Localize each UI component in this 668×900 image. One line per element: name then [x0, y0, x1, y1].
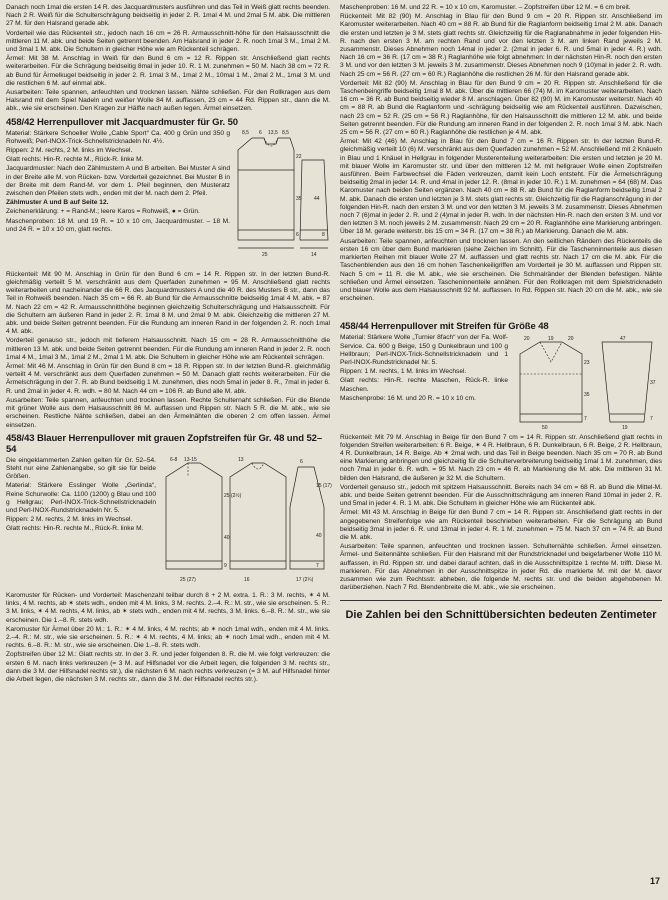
gauge-text: Maschenproben: 18 M. und 19 R. = 10 x 10 cm, Jacquardmuster. – 18 M. und 24 R. = 10 x 10 cm, glatt rechts.	[6, 217, 230, 233]
dim-sleeve-len-label: 44	[314, 195, 320, 202]
d2-top-3: 13	[238, 456, 244, 463]
page-number: 17	[649, 876, 660, 886]
back-piece-text: Rückenteil: Mit 90 M. Anschlag in Grün für den Bund 6 cm = 14 R. Rippen str. In der letzten Bund-R. gleichmäßig verteilt 5 M. verschränkt aus dem Querfaden zunehmen = 95 M. Anschließend glatt rechts weiterarbeiten und nacheinander die 66 R. des Jacquardmusters A und die 40 R. des Musters B str., dann das Teil in Rohweiß beenden. Nach 35 cm = 66 R. ab Bund für die Armausschnitte beidseitig 1mal 4 M. abk. = 87 M. Nach 22 cm = 42 R. Armausschnitthöhe beginnen gleichzeitig Schulterschrägung und Halsausschnitt. Für die Schultern am äußeren Rand in jeder 2. R. 1mal 8 M. und 2mal 9 M. abk. Gleichzeitig die mittleren 27 M. abk. und beide Seiten getrennt beenden. Für die Rundung am inneren Rand in der folgenden 2. R. noch 1mal 4 M. abk.	[6, 270, 330, 336]
d3-label-7: 50	[542, 425, 548, 432]
pattern-schematic-2	[160, 456, 332, 589]
d3-label-3: 20	[568, 336, 574, 343]
sleeve-paragraph: Ärmel: Mit 38 M. Anschlag in Weiß für den Bund 6 cm = 12 R. Rippen str. Anschließend glatt rechts weiterarbeiten. Für die Schrägung beidseitig 8mal in jeder 10. R. 1 M. zunehmen = 50 M. Nach 38 cm = 72 R. ab Bund für Ärmelkugel beidseitig in jeder 2. R. 1mal 3 M., 1mal 2 M., 10mal 1 M., 2mal 2 M., 1mal 3 M. und die restlichen 6 M. auf einmal abk.	[6, 55, 330, 87]
d3-label-1: 20	[524, 336, 530, 343]
section-458-44-text	[340, 334, 508, 404]
intro-paragraph: Danach noch 1mal die ersten 14 R. des Jacquardmusters ausführen und das Teil in Weiß glatt rechts beenden. Nach 2 R. Weiß für die Schulterschrägung beidseitig in jeder 2. R. 1mal 4 M. und 2mal 5 M. abk. Die mittleren 27 M. für den Halsrand gerade abk.	[6, 4, 330, 28]
d2-raglan: 25 (2½)	[224, 492, 242, 499]
front-piece-text-3: Vorderteil genauso str., jedoch mit spitzem Halsausschnitt. Bereits nach 34 cm = 68 R. ab Bund die Mittel-M. abk. und beide Seiten getrennt beenden. Für die Ausschnittschrägung am inneren Rand 10mal in jeder 2. R. und 5mal in jeder 4. R. 1 M. abk. Die Schultern in gleicher Höhe wie am Rückenteil abk.	[340, 483, 662, 508]
pattern-schematic-3	[512, 334, 662, 430]
legend-text: Zeichenerklärung: + = Rand-M.; leere Karos = Rohweiß, ● = Grün.	[6, 208, 200, 216]
pattern-schematic-1	[234, 130, 330, 268]
dim-shoulder-right-label: 8,5	[282, 129, 289, 136]
d2-sleeve-len: 40	[316, 532, 322, 539]
right-column	[340, 4, 662, 894]
gauge-text-2: Maschenproben: 16 M. und 22 R. = 10 x 10 cm, Karomuster. – Zopfstreifen über 12 M. = 6 cm breit.	[340, 4, 631, 11]
d2-top-2: 13-15	[184, 456, 197, 463]
dim-armhole-label: 22	[296, 153, 302, 160]
d2-bund-height: 9	[224, 562, 227, 569]
d2-side-height: 40	[224, 534, 230, 541]
section-458-43-text	[6, 457, 156, 535]
section-title-458-43: 458/43 Blauer Herrenpullover mit grauen Zopfstreifen für Gr. 48 und 52–54	[6, 432, 322, 455]
finishing-text-2: Ausarbeiten: Teile spannen, anfeuchten und trocknen lassen. An den seitlichen Rändern des Rückenteils die ersten 16 cm über dem Bund markieren (siehe Zeichen im Schnitt). Für die Taschenninnenteile aus diesen markierten Reihen mit blauer Wolle 27 M. auffassen und glatt rechts str. Nach 17 cm die M. abk. Für die Taschenblenden aus den 16 cm hohen Taschenkeiligriffen am Vorderteil je 30 M. auffassen und Rippen str. Nach 5 cm = 11 R. die M. abk., wie sie erscheinen. Die Schmalränder der Blenden befestigen. Nähte schließen und Ärmel einsetzen. Tascheninnenteile annähen. Für den Rollkragen mit dem Spielstricknadeln und blauer Wolle aus dem Halsausschnitt 92 M. auffassen. In Rd. Rippen str. Nach 20 cm die M. abk., wie sie erscheinen.	[340, 237, 662, 303]
section-458-43-header	[6, 457, 330, 592]
rib-text: Rippen: 2 M. rechts, 2 M. links im Wechsel.	[6, 147, 133, 155]
section-title-458-42: 458/42 Herrenpullover mit Jacquardmuster für Gr. 50	[6, 116, 238, 128]
d2-back-width: 25 (27)	[180, 576, 196, 583]
d3-label-4: 23	[584, 360, 590, 367]
d3-label-6: 7	[584, 416, 587, 423]
d3-label-10: 7	[650, 416, 653, 423]
section-458-44-header	[340, 334, 662, 433]
measurement-note: Die Zahlen bei den Schnittübersichten bedeuten Zentimeter	[340, 600, 662, 622]
dim-sleeve-bund-label: 8	[322, 231, 325, 238]
check-pattern-text: Karomuster für Rücken- und Vorderteil: Maschenzahl teilbar durch 8 + 2 M. extra. 1. R.: 3 M. rechts, ✶ 4 M. links, 4 M. rechts, ab ✶ stets wdh., enden mit 4 M. links, 3 M. rechts. 2.–4. R.: M. str., wie sie erscheinen. 5. R.: 3 M. links, ✶ 4 M. rechts, 4 M. links, ab ✶ stets wdh., enden mit 4 M. rechts, 3 M. links. 6.–8. R.: M. str., wie sie erscheinen. Die 1.–8. R. stets wdh.	[6, 591, 330, 624]
d2-top-1: 6-8	[170, 456, 178, 463]
left-column	[6, 4, 330, 894]
d2-sleeve-top: 15 (17)	[316, 482, 332, 489]
d3-label-9: 37	[650, 380, 656, 387]
material-text-2: Material: Stärkere Esslinger Wolle „Gerlinda“, Reine Schurwolle: Ca. 1100 (1200) g Blau und 100 g Hellgrau; Perl-INOX-Trick-Schnellstricknadeln und Perl-INOX-Rundstricknadeln Nr. 5.	[6, 482, 156, 514]
dim-neck-label: 6	[259, 129, 262, 136]
back-piece-text-3: Rückenteil: Mit 79 M. Anschlag in Beige für den Bund 7 cm = 14 R. Rippen str. Anschließend glatt rechts in folgenden Streifen weiterarbeiten: 6 R. Beige, ✶ 4 R. Hellbraun, 6 R. Dunkelbraun, 6 R. Beige, 2 R. Hellbraun, 4 R. Dunkelbraun, 14 R. Beige. Ab ✶ 2mal wdh. und das Teil in Beige beenden. Nach 35 cm = 70 R. ab Bund eine Markierung anbringen und gleichzeitig für die Schulterverbreiterung beidseitig 1mal 1 M. zunehmen, dies noch 7mal in jeder 6. R. wdh. = 95 M. Nach 23 cm = 46 R. ab Markierung die M. abk. Die mittleren 31 M. bilden den Halsrand, die äußeren je 32 M. die Schultern.	[340, 433, 662, 482]
sleeve-text-3: Ärmel: Mit 43 M. Anschlag in Beige für den Bund 7 cm = 14 R. Rippen str. Anschließend glatt rechts in der angegebenen Streifenfolge wie am Rückenteil beschrieben weiterarbeiten. Für die Schrägung ab Bund beidseitig 3mal in jeder 6. R. und 13mal in jeder 4. R. 1 M. zunehmen = 75 M. Nach 37 cm = 74 R. ab Bund die M. abk.	[340, 509, 662, 541]
chart-reference-text: Zählmuster A und B auf Seite 12.	[6, 199, 109, 207]
back-piece-text-2: Rückenteil: Mit 82 (90) M. Anschlag in Blau für den Bund 9 cm = 20 R. Rippen str. Anschließend im Karomuster weiterarbeiten. Nach 40 cm = 88 R. ab Bund für die Raglanform beidseitig 1mal 2 M. abk. Danach die ersten und letzten je 3 M. stets glatt rechts str. Gleichzeitig für die Raglanabnahme in jeder folgenden Hin-R. nach den ersten 3 M. am rechten Rand und vor den letzten 3 M. am linken Rand jeweils 2 M. zusammenstr. Dieses Abnehmen noch 14mal in jeder 2. (2mal in jeder 6. R. und 5mal in jeder 4. R.) wdh. Nach 16 cm = 36 R. (17 cm = 38 R.) Raglanhöhe wie folgt abnehmen: In der nächsten Hin-R. noch den ersten 3 M. und vor den letzten 3 M. jeweils 3 M. zusammenstr. Dieses Abnehmen noch 9 (10)mal in jeder 2. R. wdh. Nach 25 cm = 56 R. (27 cm = 60 R.) Raglanhöhe die restlichen 26 M. für den Halsrand gerade abk.	[340, 13, 662, 78]
front-piece-text-2: Vorderteil: Mit 82 (90) M. Anschlag in Blau für den Bund 9 cm = 20 R. Rippen str. Anschließend für die Taschenbeingriffe beidseitig 1mal 8 M. abk. Über die mittleren 66 (74) M. im Karomuster weiterarbeiten. Nach 16 cm = 36 R. ab Bund beidseitig wieder 8 M. anschlagen. Über 82 (90) M. im Karomuster weiterstr. Nach 40 cm = 88 R. ab Bund die Raglanform und -schrägung beidseitig wie am Rückenteil ausführen. Dazwischen, nach 23 cm = 52 R. (25 cm = 56 R.) Raglanhöhe, für den Halsausschnitt die mittleren 12 M. abk. und beide Seiten getrennt beenden. Für die Rundung am inneren Rand in der folgenden 2. R. noch 1mal 3 M. abk. Nach 25 cm = 56 R. (27 cm = 60 R.) Raglanhöhe die restlichen je 4 M. abk.	[340, 79, 662, 137]
stockinette-text-2: Glatt rechts: Hin-R. rechte M., Rück-R. linke M.	[6, 525, 144, 533]
d3-label-2: 19	[548, 336, 554, 343]
dim-bund-label: 6	[296, 231, 299, 238]
front-piece-paragraph: Vorderteil wie das Rückenteil str., jedoch nach 16 cm = 26 R. Armausschnitt-höhe für den Halsausschnitt die mittleren 11 M. abk. und beide Seiten getrennt beenden. Am Halsrand in jeder 2. R. noch 1mal 3 M., 1mal 2 M. und 3mal 1 M. abk. Die Schultern in gleicher Höhe wie am Rückenteil schrägen.	[6, 29, 330, 54]
sleeve-check-pattern-text: Karomuster für Ärmel über 20 M.: 1. R.: ✶ 4 M. links, 4 M. rechts; ab ✶ noch 1mal wdh., enden mit 4 M. links. 2.–4. R.: M. str., wie sie erscheinen. 5. R.: ✶ 4 M. rechts, 4 M. links; ab ✶ noch 1mal wdh., enden mit 4 M. rechts. 6.–8. R.: M. str., wie sie erscheinen. Die 1.–8. R. stets wdh.	[6, 625, 330, 650]
schematic-diagram-458-44	[512, 334, 662, 433]
sleeve-text-2: Ärmel: Mit 42 (46) M. Anschlag in Blau für den Bund 7 cm = 16 R. Rippen str. In der letzten Bund-R. gleichmäßig verteilt 10 (6) M. verschränkt aus dem Querfaden zunehmen = 52 M. Anschließend mit 2 Knäueln in Blau und 1 Knäuel in Hellgrau in folgender Musterenteilung weiterarbeiten: Die ersten und letzten je 20 M. mit blauer Wolle im Karomuster str. und über den mittleren 12 M. mit hellgrauer Wolle einen Zopfstreifen ausführen. Beim Farbwechsel die Fäden verkreuzen, damit kein Loch entsteht. Für die Ärmelschrägung beidseitig 2mal in jeder 14. R. und 4mal in jeder 12. R. (8mal in jeder 10. R.) 1 M. zunehmen = 64 (68) M. Das Karomuster nach beiden Seiten ergänzen. Nach 40 cm = 88 R. ab Bund für die Raglanform beidseitig 1mal 2 M. abk. Danach die ersten und letzten je 3 M. stets glatt rechts str. Gleichzeitig für die Raglanschrägung in der folgenden Hin-R. nach den ersten 3 M. und vor den letzten 3 M. jeweils 3 M. zusammenstr. Dieses Abnehmen noch 7 (6)mal in jeder 2. R. und 2 (4)mal in jeder R. wdh. In der nächsten Hin-R. nach den ersten 3 M. und vor den letzten 3 M. noch jeweils 2 M. zusammenstr. Nach 29 cm = 20 R. Raglanhöhe eine Markierung anbringen. Über 18 M. gerade weiterstr. bis 15 cm = 34 R. (17 cm = 38 R.) ab Markierung. Danach die M. abk.	[340, 138, 662, 236]
dim-sleeve-width-label: 14	[311, 251, 317, 258]
jacquard-text: Jacquardmuster: Nach den Zählmustern A und B arbeiten. Bei Muster A sind in der Breite alle M. von Rücken- bzw. Vorderteil gezeichnet. Bei Muster B in der Breite mit dem Rand-M. vor dem 1. Pfeil beginnen, den Musteratz zwischen den Pfeilen stets wdh., enden mit der M. nach dem 2. Pfeil.	[6, 165, 230, 198]
d2-sleeve-bund: 7	[316, 562, 319, 569]
stockinette-text: Glatt rechts: Hin-R. rechte M., Rück-R. linke M.	[6, 156, 144, 164]
section-title-458-44: 458/44 Herrenpullover mit Streifen für Größe 48	[340, 321, 549, 333]
stockinette-text-3: Glatt rechts: Hin-R. rechte Maschen, Rück-R. linke Maschen.	[340, 377, 508, 393]
cable-stripe-text: Zopfstreifen über 12 M.: Glatt rechts str. In der 3. R. und jeder folgenden 8. R. die M. wie folgt verkreuzen: die ersten 6 M. nach links verkreuzen (= 3 M. auf Hilfsnadel vor die Arbeit legen, die folgenden 3 M. rechts str., dann die 3 M. der Hilfsnadel rechts str.), die nächsten 6 M. nach rechts verkreuzen (= 3 M. auf Hilfsnadel hinter die Arbeit legen, die nächsten 3 M. rechts str., dann die 3 M. der Hilfsnadel rechts str.).	[6, 651, 330, 683]
material-text: Material: Stärkere Schoeller Wolle „Cable Sport“ Ca. 400 g Grün und 350 g Rohweiß; Perl-INOX-Trick-Schnellstricknadeln Nr. 4½.	[6, 129, 230, 145]
schematic-diagram-458-42	[234, 130, 330, 271]
rib-text-3: Rippen: 1 M. rechts, 1 M. links im Wechsel.	[340, 368, 467, 376]
section-458-42-header	[6, 130, 330, 271]
finishing-text-3: Ausarbeiten: Teile spannen, anfeuchten und trocknen lassen. Schulternähte schließen. Ärmel einsetzen. Ärmel- und Seitennähte schließen. Für den Halsrand mit der Rundstricknadel und beigefarbener Wolle 110 M. auffassen, in Rd. Rippen str. und dabei darauf achten, daß in die Ausschnittspitze 1 rechte M. trifft. Diese M. markieren. Für das Abnehmen in der Ausschnittspitze in jeder Rd. die markierte M. mit der M. davor zusammen wie zum Rechtsstr. abheben, die folgende M. rechts str. und die beiden abgehobenen M. darüberziehen. Nach 7 Rd. Blendenbreite die M. abk., wie sie erscheinen.	[340, 543, 662, 592]
dim-shoulder-left-label: 8,5	[242, 129, 249, 136]
d2-sleeve-width: 17 (2¼)	[296, 576, 314, 583]
rib-text-2: Rippen: 2 M. rechts, 2 M. links im Wechsel.	[6, 516, 133, 524]
dim-side-label: 35	[296, 195, 302, 202]
d2-top-4: 6	[300, 458, 303, 465]
gauge-text-3: Maschenprobe: 16 M. und 20 R. = 10 x 10 cm.	[340, 394, 476, 402]
finishing-text: Ausarbeiten: Teile spannen, anfeuchten und trocknen lassen. Rechte Schulternaht schließen. Für die Blende mit grüner Wolle aus dem Halsausschnitt 86 M. auffassen und Rippen str. Nach 5 R. die M. abk., wie sie erscheinen. Restliche Nähte schließen, dabei an den Ärmelnähten die oberen 2 cm offen lassen. Ärmel einsetzen.	[6, 396, 330, 429]
front-piece-text: Vorderteil genauso str., jedoch mit tieferem Halsausschnitt. Nach 15 cm = 28 R. Armausschnitthöhe die mittleren 13 M. abk. und beide Seiten getrennt beenden. Für die Rundung am inneren Rand in jeder 2. R. noch 1mal 4 M., 1mal 3 M., 1mal 2 M., 2mal 1 M. abk. Die Schultern in gleicher Höhe wie am Rückenteil schrägen.	[6, 337, 330, 361]
d3-label-5: 35	[584, 392, 590, 399]
d2-front-width: 16	[244, 576, 250, 583]
finishing-paragraph: Ausarbeiten: Teile spannen, anfeuchten und trocknen lassen. Nähte schließen. Für den Rollkragen aus dem Halsrand mit dem Spiel Nadeln und weißer Wolle 84 M. auffassen, 23 cm = 44 Rd. Rippen str., dann die M. abk., wie sie erscheinen. Den Kragen zur Hälfte nach außen legen. Ärmel einsetzen.	[6, 89, 330, 113]
sleeve-text: Ärmel: Mit 46 M. Anschlag in Grün für den Bund 8 cm = 18 R. Rippen str. In der letzten Bund-R. gleichmäßig verteilt 4 M. verschränkt aus dem Querfaden zunehmen = 50 M. Danach glatt rechts weiterarbeiten. Für die Ärmelschrägung in der 7. R. ab Bund beidseitig 1 M. zunehmen, dies noch 5mal in jeder 8. R., 7mal in jeder 6. R. und 2mal in jeder 4. R. wdh. = 80 M. Nach 44 cm = 106 R. ab Bund alle M. abk.	[6, 363, 330, 395]
schematic-diagram-458-43	[160, 456, 332, 592]
d3-label-11: 19	[622, 425, 628, 432]
d3-label-8: 47	[620, 336, 626, 343]
section-458-42-text	[6, 130, 230, 235]
dim-neck-width-label: 13,5	[268, 129, 278, 136]
material-text-3: Material: Stärkere Wolle „Turnier 8fach“ von der Fa. Wolf-Service. Ca. 600 g Beige, 150 g Dunkelbraun und 100 g Hellbraun; Perl-INOX-Trick-Schnellstricknadeln und 1 Perl-INOX-Rundstricknadel Nr. 5.	[340, 334, 508, 366]
dim-width-label: 25	[262, 251, 268, 258]
size-note-text: Die eingeklammerten Zahlen gelten für Gr. 52–54. Steht nur eine Zahlenangabe, so gilt sie für beide Größen.	[6, 456, 156, 481]
